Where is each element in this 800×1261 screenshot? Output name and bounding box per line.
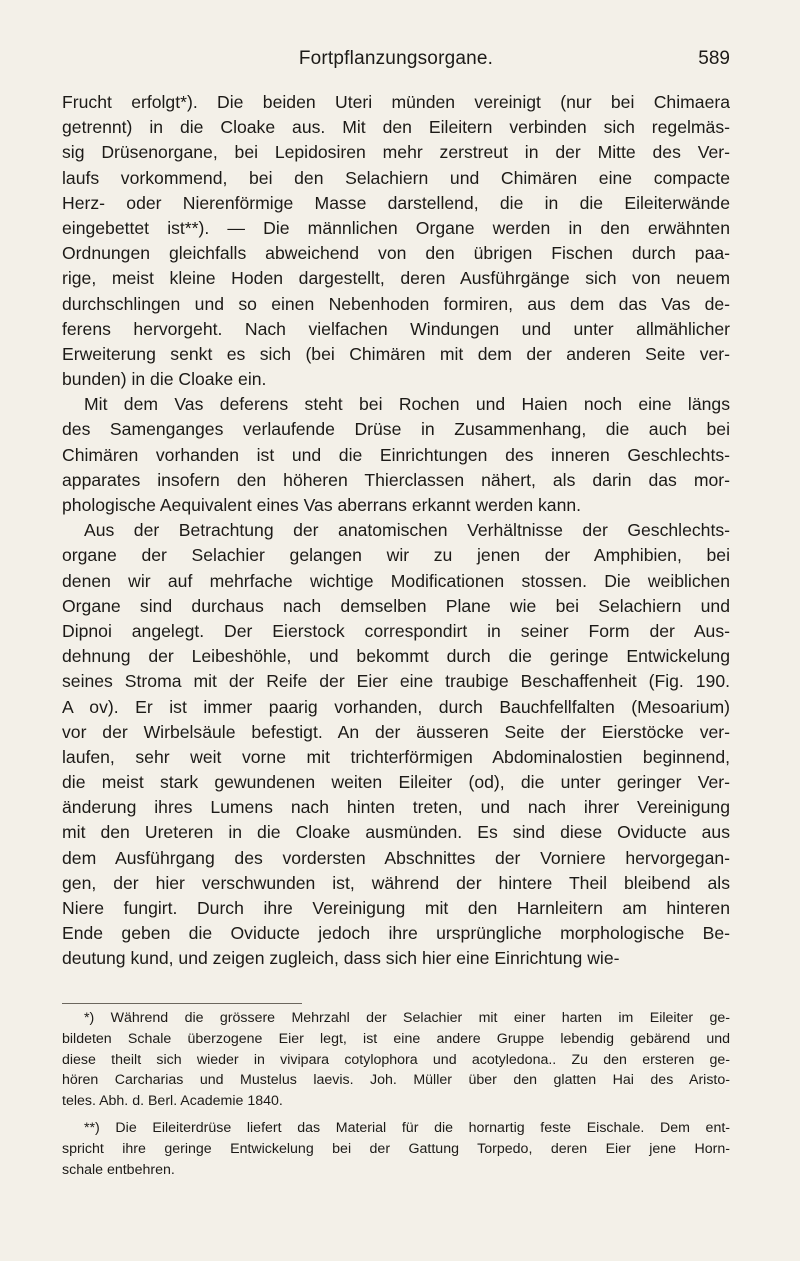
body-line: bunden) in die Cloake ein.	[62, 369, 267, 390]
body-line: Aus der Betrachtung der anatomischen Verhältnisse der Geschlechts-	[84, 520, 730, 541]
body-line: gen, der hier verschwunden ist, während der hintere Theil bleibend als	[62, 872, 730, 893]
footnote-line: schale entbehren.	[62, 1161, 175, 1178]
body-line: durchschlingen und so einen Nebenhoden formiren, aus dem das Vas de-	[62, 293, 730, 314]
body-line: dehnung der Leibeshöhle, und bekommt durch die geringe Entwickelung	[62, 646, 730, 667]
body-line: eingebettet ist**). — Die männlichen Organe werden in den erwähnten	[62, 217, 730, 238]
footnote-line: bildeten Schale überzogene Eier legt, ist eine andere Gruppe lebendig gebärend und	[62, 1030, 730, 1047]
body-line: rige, meist kleine Hoden dargestellt, deren Ausführgänge sich von neuem	[62, 268, 730, 289]
body-line: Organe sind durchaus nach demselben Plane wie bei Selachiern und	[62, 595, 730, 616]
body-line: Dipnoi angelegt. Der Eierstock correspondirt in seiner Form der Aus-	[62, 620, 730, 641]
body-line: Herz- oder Nierenförmige Masse darstellend, die in die Eileiterwände	[62, 192, 730, 213]
body-line: denen wir auf mehrfache wichtige Modificationen stossen. Die weiblichen	[62, 570, 730, 591]
footnote-line: teles. Abh. d. Berl. Academie 1840.	[62, 1093, 283, 1110]
footnote-line: spricht ihre geringe Entwickelung bei der Gattung Torpedo, deren Eier jene Horn-	[62, 1140, 730, 1157]
page-number: 589	[698, 48, 730, 69]
body-line: organe der Selachier gelangen wir zu jenen der Amphibien, bei	[62, 545, 730, 566]
running-title: Fortpflanzungsorgane.	[298, 48, 494, 69]
footnote-line: **) Die Eileiterdrüse liefert das Material für die hornartig feste Eischale. Dem ent-	[84, 1119, 730, 1136]
body-line: Ordnungen gleichfalls abweichend von den übrigen Fischen durch paa-	[62, 243, 730, 264]
body-line: Ende geben die Oviducte jedoch ihre ursprüngliche morphologische Be-	[62, 923, 730, 944]
body-line: änderung ihres Lumens nach hinten treten, und nach ihrer Vereinigung	[62, 797, 730, 818]
body-line: deutung kund, und zeigen zugleich, dass sich hier eine Einrichtung wie-	[62, 948, 620, 969]
body-line: seines Stroma mit der Reife der Eier eine traubige Beschaffenheit (Fig. 190.	[62, 671, 730, 692]
body-line: ferens hervorgeht. Nach vielfachen Windungen und unter allmählicher	[62, 318, 730, 339]
body-text	[62, 90, 730, 972]
body-line: vor der Wirbelsäule befestigt. An der äusseren Seite der Eierstöcke ver-	[62, 721, 730, 742]
body-line: laufen, sehr weit vorne mit trichterförmigen Abdominalostien beginnend,	[62, 746, 730, 767]
footnote-line: diese theilt sich wieder in vivipara cotylophora und acotyledona.. Zu den ersteren ge-	[62, 1051, 730, 1068]
body-line: phologische Aequivalent eines Vas aberrans erkannt werden kann.	[62, 495, 582, 515]
body-line: getrennt) in die Cloake aus. Mit den Eileitern verbinden sich regelmäs-	[62, 117, 730, 138]
body-line: A ov). Er ist immer paarig vorhanden, durch Bauchfellfalten (Mesoarium)	[62, 696, 730, 717]
body-line: Chimären vorhanden ist und die Einrichtungen des inneren Geschlechts-	[62, 444, 730, 465]
body-line: des Samenganges verlaufende Drüse in Zusammenhang, die auch bei	[62, 419, 730, 440]
body-line: dem Ausführgang des vordersten Abschnittes der Vorniere hervorgegan-	[62, 847, 730, 868]
body-line: sig Drüsenorgane, bei Lepidosiren mehr zerstreut in der Mitte des Ver-	[62, 142, 730, 163]
body-line: mit den Ureteren in die Cloake ausmünden. Es sind diese Oviducte aus	[62, 822, 730, 843]
footnotes	[62, 1008, 730, 1180]
body-line: Erweiterung senkt es sich (bei Chimären mit dem der anderen Seite ver-	[62, 343, 730, 364]
running-head	[62, 48, 730, 74]
footnote-divider	[62, 1003, 302, 1004]
footnote-line: hören Carcharias und Mustelus laevis. Joh. Müller über den glatten Hai des Aristo-	[62, 1072, 730, 1089]
body-line: die meist stark gewundenen weiten Eileiter (od), die unter geringer Ver-	[62, 772, 730, 793]
footnote-line: *) Während die grössere Mehrzahl der Selachier mit einer harten im Eileiter ge-	[84, 1010, 730, 1026]
body-line: Frucht erfolgt*). Die beiden Uteri münden vereinigt (nur bei Chimaera	[62, 92, 730, 112]
body-line: Mit dem Vas deferens steht bei Rochen und Haien noch eine längs	[84, 394, 730, 415]
body-line: Niere fungirt. Durch ihre Vereinigung mit den Harnleitern am hinteren	[62, 898, 730, 918]
body-line: apparates insofern den höheren Thierclassen nähert, als darin das mor-	[62, 469, 730, 490]
body-line: laufs vorkommend, bei den Selachiern und Chimären eine compacte	[62, 167, 730, 188]
